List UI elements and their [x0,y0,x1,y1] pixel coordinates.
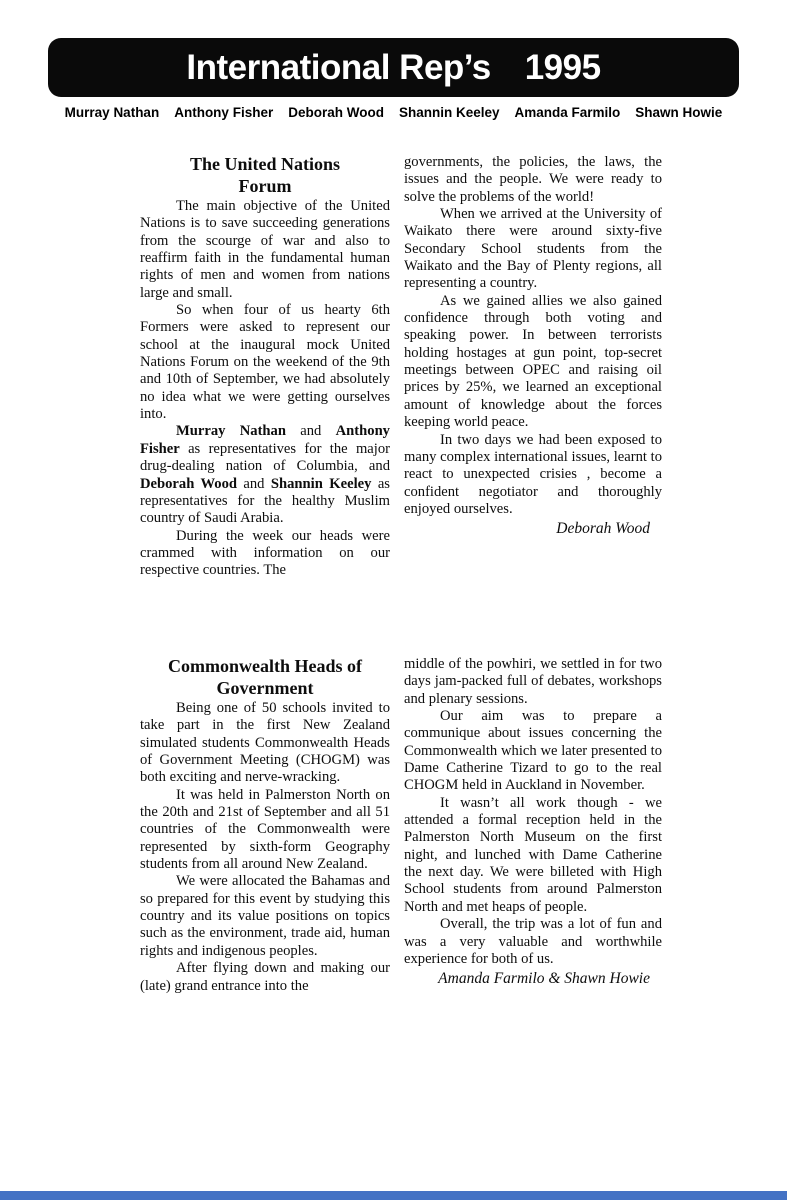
paragraph [404,795,662,916]
text-run: We were allocated the Bahamas and so prepared for this event by studying this country and its value positions on topics such as the environment, trade aid, human rights and indigenous peoples. [140,873,390,959]
text-run: governments, the policies, the laws, the issues and the people. We were ready to solve the problems of the world! [404,154,662,205]
article-title-line: Forum [238,175,292,196]
paragraphs [404,154,662,518]
article-right-column [404,154,662,538]
paragraph [404,916,662,968]
footer-bar [0,1191,787,1200]
article-united-nations-forum [140,154,662,580]
article-title-line: The United Nations [189,154,341,174]
text-run: During the week our heads were crammed with information on our respective countries. The [140,527,390,579]
text-run: Overall, the trip was a lot of fun and was a very valuable and worthwhile experience for both of us. [404,916,662,967]
article-commonwealth-heads [140,656,662,995]
rep-name: Murray Nathan [64,105,160,120]
text-run: As we gained allies we also gained confidence through both voting and speaking power. In between terrorists holding hostages at gun point, top-secret meetings between OPEC and raising oil prices by 25%, we learned an exceptional amount of knowledge about the forces keeping world peace. [404,292,662,431]
banner-title: International Rep’s [186,47,491,87]
paragraph [404,432,662,519]
rep-name: Amanda Farmilo [514,105,621,120]
text-run: So when four of us hearty 6th Formers were asked to represent our school at the inaugural mock United Nations Forum on the weekend of the 9th and 10th of September, we had absolutely no idea what we were getting ourselves into. [140,302,390,423]
article-signature: Deborah Wood [556,520,650,538]
paragraph [140,960,390,995]
article-left-column [140,154,390,580]
rep-name: Anthony Fisher [174,105,274,120]
paragraph [140,198,390,302]
bold-name: Deborah Wood [140,475,237,492]
article-right-column [404,656,662,988]
article-title [140,154,390,197]
names-row [0,105,787,120]
rep-name: Shawn Howie [635,105,723,120]
paragraph [140,873,390,960]
banner [48,38,739,97]
paragraphs [404,656,662,968]
text-run: as representatives for the major drug-dealing nation of Columbia, and [140,440,390,475]
article-signature: Amanda Farmilo & Shawn Howie [438,970,650,988]
text-run: Being one of 50 schools invited to take part in the first New Zealand simulated students Commonwealth Heads of Government Meeting (CHOGM) was both exciting and nerve-wracking. [140,700,390,786]
text-run: After flying down and making our (late) grand entrance into the [140,960,390,994]
article-title-line: Government [216,677,314,698]
text-run: and [285,423,336,440]
text-run: It wasn’t all work though - we attended a formal reception held in the Palmerston North Museum on the first night, and lunched with Dame Catherine the next day. We were billeted with High School students from around Palmerston North and met heaps of people. [404,794,662,915]
paragraph [404,293,662,432]
text-run: as representatives for the healthy Muslim country of Saudi Arabia. [140,475,390,527]
bold-name: Murray Nathan [176,423,286,440]
article-title-line: Commonwealth Heads of [168,656,362,676]
text-run: It was held in Palmerston North on the 20th and 21st of September and all 51 countries of the Commonwealth were represented by sixth-form Geography students from all around New Zealand. [140,786,390,873]
banner-year: 1995 [524,47,601,87]
rep-name: Shannin Keeley [398,105,500,120]
text-run: In two days we had been exposed to many complex international issues, learnt to react to unexpected crisies , become a confident negotiator and thoroughly enjoyed ourselves. [404,431,662,517]
paragraph [140,302,390,423]
bold-name: Anthony Fisher [140,423,390,457]
article-title [140,656,390,699]
paragraph [140,787,390,874]
text-run: Our aim was to prepare a communique about issues concerning the Commonwealth which we later presented to Dame Catherine Tizard to go to the real CHOGM held in Auckland in November. [404,708,662,794]
paragraph [404,708,662,795]
bold-name: Shannin Keeley [270,475,372,492]
paragraph [140,528,390,580]
text-run: The main objective of the United Nations is to save succeeding generations from the scourge of war and also to reaffirm faith in the fundamental human rights of men and women from nations large and small. [140,198,390,301]
paragraph [404,154,662,206]
text-run: middle of the powhiri, we settled in for two days jam-packed full of debates, workshops and plenary sessions. [404,656,662,707]
text-run: and [236,475,271,492]
paragraphs [140,198,390,580]
rep-name: Deborah Wood [288,105,384,120]
article-left-column [140,656,390,995]
paragraphs [140,700,390,995]
paragraph [140,423,390,527]
text-run: When we arrived at the University of Waikato there were around sixty-five Secondary School students from the Waikato and the Bay of Plenty regions, all representing a country. [404,206,662,292]
paragraph [140,700,390,787]
paragraph [404,656,662,708]
paragraph [404,206,662,293]
